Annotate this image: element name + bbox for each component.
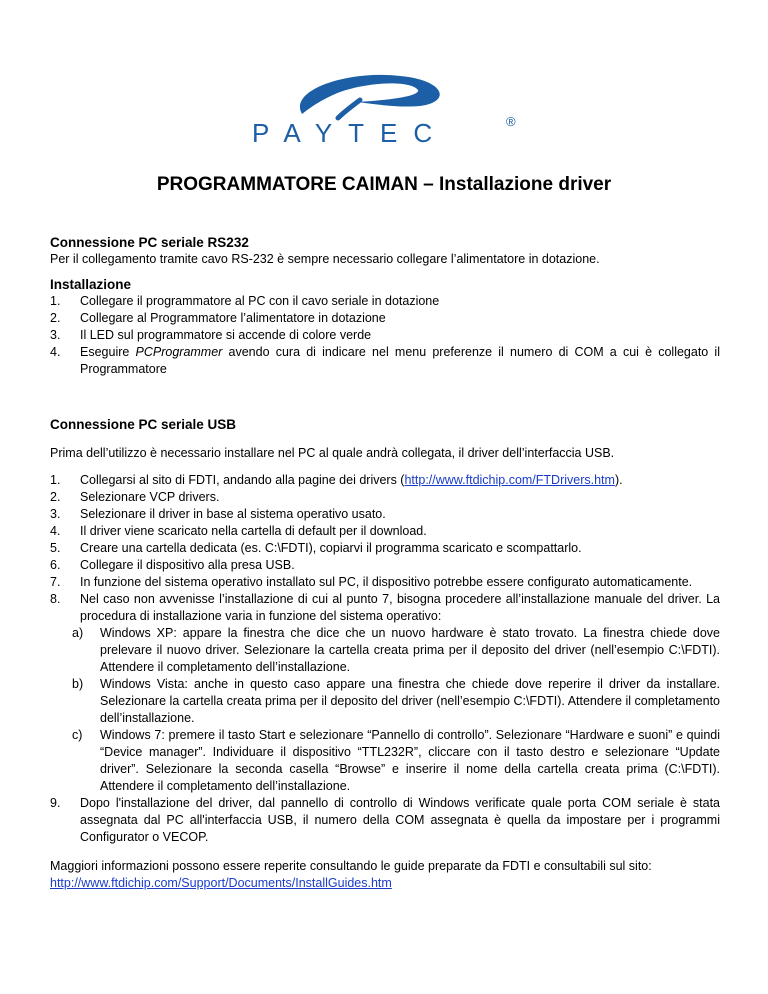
list-item: 2. Selezionare VCP drivers. xyxy=(50,490,220,504)
install-list xyxy=(50,293,720,378)
list-item: 9. Dopo l'installazione del driver, dal pannello di controllo di Windows verificate quale porta COM seriale è stata assegnata dal PC all'interfaccia USB, il numero della COM assegnata è quella da impostare per i programmi Configurator o VECOP. xyxy=(50,796,720,844)
install-heading: Installazione xyxy=(50,277,132,292)
list-item: 8. Nel caso non avvenisse l’installazione di cui al punto 7, bisogna procedere all’installazione manuale del driver. La procedura di installazione varia in funzione del sistema operativo: xyxy=(50,592,720,623)
page-title: PROGRAMMATORE CAIMAN – Installazione driver xyxy=(156,174,612,195)
rs232-heading: Connessione PC seriale RS232 xyxy=(50,235,249,250)
install-guides-link[interactable]: http://www.ftdichip.com/Support/Documents/InstallGuides.htm xyxy=(50,876,392,890)
footer-text: Maggiori informazioni possono essere reperite consultando le guide preparate da FDTI e consultabili sul sito: http://www.ftdichip.com/Support/Documents/InstallGuides.htm xyxy=(50,859,652,890)
usb-steps-list xyxy=(50,472,720,846)
list-item: 6. Collegare il dispositivo alla presa USB. xyxy=(50,558,295,572)
svg-text:®: ® xyxy=(506,114,516,129)
rs232-text: Per il collegamento tramite cavo RS-232 è sempre necessario collegare l’alimentatore in dotazione. xyxy=(50,252,600,266)
list-item: 3. Il LED sul programmatore si accende di colore verde xyxy=(50,328,372,342)
sub-list-item: c) Windows 7: premere il tasto Start e selezionare “Pannello di controllo”. Selezionare “Hardware e suoni” e quindi “Device manager”. Individuare il dispositivo “TTL232R”, cliccare con il tasto destro e selezionare “Update driver”. Selezionare la seconda casella “Browse” e inserire il nome della cartella creata prima (C:\FDTI). Attendere il completamento dell’installazione. xyxy=(72,728,720,793)
list-item: 7. In funzione del sistema operativo installato sul PC, il dispositivo potrebbe essere configurato automaticamente. xyxy=(50,575,693,589)
list-item: 4. Eseguire PCProgrammer avendo cura di indicare nel menu preferenze il numero di COM a cui è collegato il Programmatore xyxy=(50,345,720,376)
usb-intro: Prima dell’utilizzo è necessario installare nel PC al quale andrà collegata, il driver dell’interfaccia USB. xyxy=(50,446,615,460)
list-item: 3. Selezionare il driver in base al sistema operativo usato. xyxy=(50,507,386,521)
logo-wordmark: PAYTEC xyxy=(252,118,449,148)
install-section xyxy=(50,277,720,378)
list-item: 2. Collegare al Programmatore l’alimentatore in dotazione xyxy=(50,311,386,325)
rs232-section xyxy=(50,235,720,268)
ftdi-drivers-link[interactable]: http://www.ftdichip.com/FTDrivers.htm xyxy=(404,473,615,487)
usb-heading: Connessione PC seriale USB xyxy=(50,417,237,432)
sub-list-item: b) Windows Vista: anche in questo caso appare una finestra che chiede dove reperire il driver da installare. Selezionare la cartella creata prima per il deposito del driver (nell’esempio C:\FDTI). Attendere il completamento dell’installazione. xyxy=(72,677,720,725)
list-item: 1. Collegare il programmatore al PC con il cavo seriale in dotazione xyxy=(50,294,440,308)
usb-section xyxy=(50,417,720,892)
list-item: 1. Collegarsi al sito di FDTI, andando alla pagine dei drivers (http://www.ftdichip.com/FTDrivers.htm). xyxy=(50,473,623,487)
paytec-logo xyxy=(240,68,530,148)
list-item: 4. Il driver viene scaricato nella cartella di default per il download. xyxy=(50,524,427,538)
list-item: 5. Creare una cartella dedicata (es. C:\FDTI), copiarvi il programma scaricato e scompattarlo. xyxy=(50,541,582,555)
sub-list-item: a) Windows XP: appare la finestra che dice che un nuovo hardware è stato trovato. La finestra chiede dove prelevare il nuovo driver. Selezionare la cartella creata prima per il deposito del driver (nell’esempio C:\FDTI). Attendere il completamento dell’installazione. xyxy=(72,626,720,674)
